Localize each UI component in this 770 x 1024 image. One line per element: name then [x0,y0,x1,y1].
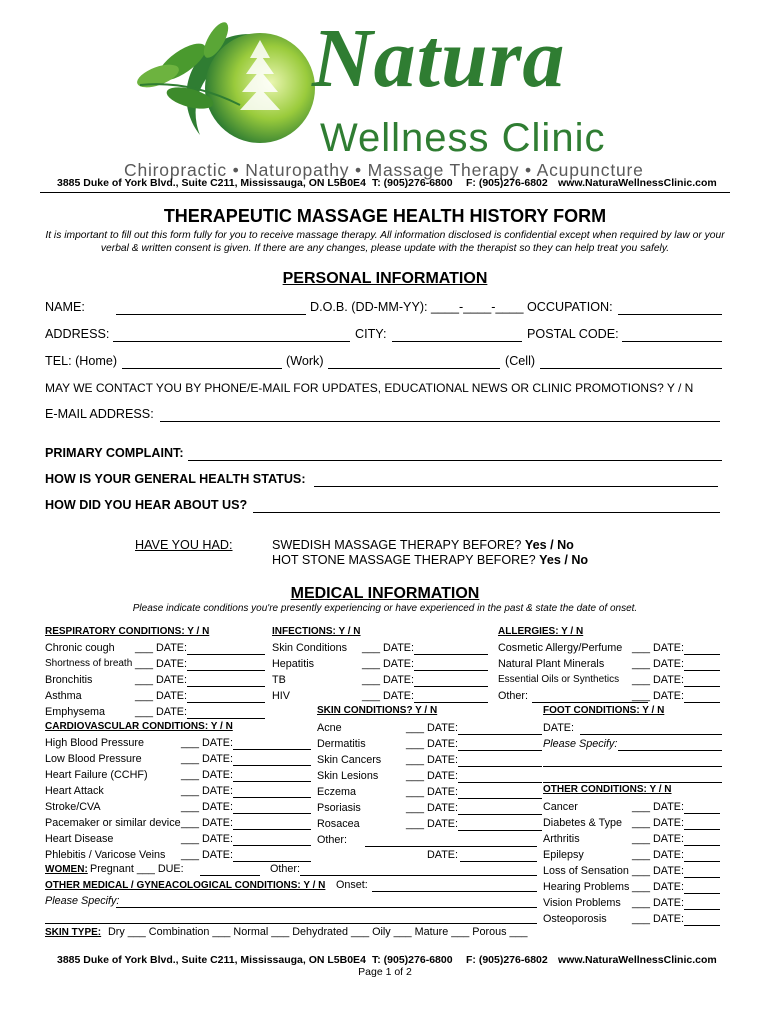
dob-label[interactable]: D.O.B. (DD-MM-YY): ____-____-____ [310,300,524,314]
tel-work-label: (Work) [286,354,324,368]
other-2-date-field[interactable] [684,845,720,846]
footer-tel: T: (905)276-6800 [372,954,453,966]
allergy-3-date-field[interactable] [684,702,720,703]
name-label: NAME: [45,300,85,314]
other-0-date-field[interactable] [684,813,720,814]
cardio-2-date-field[interactable] [233,781,311,782]
gyn-specify-label: Please Specify: [45,895,120,907]
swedish-question: SWEDISH MASSAGE THERAPY BEFORE? Yes / No [272,538,574,552]
medical-info-heading: MEDICAL INFORMATION [290,585,480,602]
referral-label: HOW DID YOU HEAR ABOUT US? [45,498,248,512]
foot-date-field[interactable] [580,734,722,735]
form-title: THERAPEUTIC MASSAGE HEALTH HISTORY FORM [163,206,607,226]
allergy-2-date-label: ___ DATE: [632,674,685,686]
general-health-label: HOW IS YOUR GENERAL HEALTH STATUS: [45,472,306,486]
allergy-3-date-label: ___ DATE: [632,690,685,702]
cardio-5-date-field[interactable] [233,829,311,830]
skin-5-date-label: ___ DATE: [406,802,459,814]
cardio-7-date-field[interactable] [233,861,311,862]
respiratory-4-date-field[interactable] [187,718,265,719]
due-date-field[interactable] [200,875,260,876]
infection-item: HIV [272,690,290,702]
onset-label: Onset: [336,879,368,891]
skin-condition-item: Other: [317,834,348,846]
respiratory-1-date-field[interactable] [187,670,265,671]
other-condition-item: Hearing Problems [543,881,630,893]
skin-6-date-label: ___ DATE: [406,818,459,830]
other-5-date-field[interactable] [684,893,720,894]
other-2-date-label: ___ DATE: [632,833,685,845]
infection-1-date-field[interactable] [414,670,488,671]
infection-item: Skin Conditions [272,642,348,654]
allergy-1-date-label: ___ DATE: [632,658,685,670]
skin-condition-item: Psoriasis [317,802,361,814]
cardiovascular-heading: CARDIOVASCULAR CONDITIONS: Y / N [45,721,233,732]
infection-item: TB [272,674,286,686]
infection-2-date-field[interactable] [414,686,488,687]
respiratory-4-date-label: ___ DATE: [135,706,188,718]
respiratory-3-date-field[interactable] [187,702,265,703]
infection-0-date-field[interactable] [414,654,488,655]
skin-2-date-field[interactable] [458,766,542,767]
respiratory-2-date-label: ___ DATE: [135,674,188,686]
respiratory-0-date-field[interactable] [187,654,265,655]
allergy-2-date-field[interactable] [684,686,720,687]
skin-condition-item: Dermatitis [317,738,366,750]
cardio-4-date-field[interactable] [233,813,311,814]
skin-condition-item: Skin Lesions [317,770,379,782]
skin-3-date-label: ___ DATE: [406,770,459,782]
other-3-date-label: ___ DATE: [632,849,685,861]
page-number: Page 1 of 2 [358,966,412,978]
respiratory-0-date-label: ___ DATE: [135,642,188,654]
respiratory-item: Chronic cough [45,642,115,654]
skin-1-date-label: ___ DATE: [406,738,459,750]
other-4-date-field[interactable] [684,877,720,878]
other-condition-item: Epilepsy [543,849,584,861]
tel-home-label: TEL: (Home) [45,354,118,368]
skin-condition-item: Skin Cancers [317,754,382,766]
primary-complaint-field[interactable] [188,460,722,461]
allergy-item: Other: [498,690,529,702]
respiratory-2-date-field[interactable] [187,686,265,687]
header-website[interactable]: www.NaturaWellnessClinic.com [558,177,717,189]
city-label: CITY: [355,327,387,341]
allergy-1-date-field[interactable] [684,670,720,671]
allergy-item: Essential Oils or Synthetics [498,674,620,685]
cardio-item: Stroke/CVA [45,801,101,813]
skin-condition-item: Rosacea [317,818,360,830]
gyn-heading: OTHER MEDICAL / GYNEACOLOGICAL CONDITIONS: Y / N [45,880,326,891]
skin-2-date-label: ___ DATE: [406,754,459,766]
other-7-date-field[interactable] [684,925,720,926]
allergy-0-date-label: ___ DATE: [632,642,685,654]
infection-1-date-label: ___ DATE: [362,658,415,670]
tel-home-field[interactable] [122,368,282,369]
allergy-other-field[interactable] [532,702,648,703]
respiratory-3-date-label: ___ DATE: [135,690,188,702]
general-health-field[interactable] [314,486,718,487]
swedish-yes-no[interactable]: Yes / No [524,538,574,552]
infection-0-date-label: ___ DATE: [362,642,415,654]
personal-info-heading: PERSONAL INFORMATION [282,270,488,287]
city-field[interactable] [392,341,522,342]
allergy-item: Natural Plant Minerals [498,658,605,670]
cardio-item: Heart Disease [45,833,114,845]
cardio-item: Low Blood Pressure [45,753,142,765]
address-field[interactable] [113,341,350,342]
skin-3-date-field[interactable] [458,782,542,783]
other-condition-item: Cancer [543,801,578,813]
women-other-label: Other: [270,863,301,875]
cardio-item: Heart Failure (CCHF) [45,769,148,781]
onset-field[interactable] [372,891,537,892]
infection-item: Hepatitis [272,658,315,670]
cardio-1-date-label: ___ DATE: [181,753,234,765]
header-tel: T: (905)276-6800 [372,177,453,189]
other-6-date-field[interactable] [684,909,720,910]
footer-address: 3885 Duke of York Blvd., Suite C211, Mississauga, ON L5B0E4 [57,954,366,966]
skin-5-date-field[interactable] [458,814,542,815]
infection-3-date-field[interactable] [414,702,488,703]
other-4-date-label: ___ DATE: [632,865,685,877]
skin-type-label: SKIN TYPE: [45,927,102,938]
cardio-item: Pacemaker or similar device [45,817,181,829]
cardio-6-date-label: ___ DATE: [181,833,234,845]
postal-field[interactable] [622,341,722,342]
allergy-item: Cosmetic Allergy/Perfume [498,642,623,654]
medical-info-subtitle: Please indicate conditions you're presently experiencing or have experienced in the past & state the date of onset. [132,603,638,614]
skin-other-field[interactable] [365,846,537,847]
foot-specify-field[interactable] [618,750,722,751]
infection-3-date-label: ___ DATE: [362,690,415,702]
email-label: E-MAIL ADDRESS: [45,407,154,421]
cardio-5-date-label: ___ DATE: [181,817,234,829]
foot-specify-label: Please Specify: [543,738,618,750]
respiratory-heading: RESPIRATORY CONDITIONS: Y / N [45,626,210,637]
leaf-emblem-icon [120,10,320,160]
other-6-date-label: ___ DATE: [632,897,685,909]
services-tagline: Chiropractic • Naturopathy • Massage Therapy • Acupuncture [124,160,644,180]
respiratory-item: Shortness of breath [45,658,133,669]
skin-4-date-label: ___ DATE: [406,786,459,798]
gyn-specify-field[interactable] [116,907,537,908]
primary-complaint-label: PRIMARY COMPLAINT: [45,446,184,460]
skin-6-date-field[interactable] [458,830,542,831]
logo-wordmark: Natura [312,12,566,105]
skin-other-date-field[interactable] [460,861,537,862]
other-conditions-heading: OTHER CONDITIONS: Y / N [543,784,672,795]
foot-date-label: DATE: [543,722,574,734]
other-5-date-label: ___ DATE: [632,881,685,893]
cardio-2-date-label: ___ DATE: [181,769,234,781]
email-field[interactable] [160,421,720,422]
cardio-item: Phlebitis / Varicose Veins [45,849,166,861]
allergies-heading: ALLERGIES: Y / N [498,626,584,637]
cardio-3-date-field[interactable] [233,797,311,798]
other-3-date-field[interactable] [684,861,720,862]
other-condition-item: Diabetes & Type [543,817,623,829]
hotstone-yes-no[interactable]: Yes / No [539,553,589,567]
referral-field[interactable] [253,512,720,513]
address-label: ADDRESS: [45,327,110,341]
clinic-logo [120,10,660,180]
foot-conditions-heading: FOOT CONDITIONS: Y / N [543,705,665,716]
women-other-field[interactable] [300,875,537,876]
cardio-3-date-label: ___ DATE: [181,785,234,797]
cardio-1-date-field[interactable] [233,765,311,766]
skin-4-date-field[interactable] [458,798,542,799]
foot-specify-field-2[interactable] [543,766,722,767]
infection-2-date-label: ___ DATE: [362,674,415,686]
have-you-had-label: HAVE YOU HAD: [135,538,233,552]
skin-type-options[interactable]: Dry ___ Combination ___ Normal ___ Dehydrated ___ Oily ___ Mature ___ Porous ___ [108,926,528,938]
cardio-0-date-label: ___ DATE: [181,737,234,749]
respiratory-item: Emphysema [45,706,106,718]
other-condition-item: Loss of Sensation [543,865,629,877]
skin-other-date-label: DATE: [427,849,458,861]
respiratory-item: Bronchitis [45,674,93,686]
skin-1-date-field[interactable] [458,750,542,751]
cardio-item: Heart Attack [45,785,104,797]
foot-specify-field-3[interactable] [543,782,722,783]
respiratory-item: Asthma [45,690,82,702]
header-divider [40,192,730,193]
occupation-field[interactable] [618,314,722,315]
name-field[interactable] [116,314,306,315]
skin-condition-item: Acne [317,722,342,734]
other-condition-item: Arthritis [543,833,580,845]
women-label: WOMEN: [45,864,88,875]
women-pregnant: Pregnant ___ DUE: [90,863,184,875]
contact-consent-question[interactable]: MAY WE CONTACT YOU BY PHONE/E-MAIL FOR UPDATES, EDUCATIONAL NEWS OR CLINIC PROMOTIONS? Y / N [45,381,694,395]
skin-0-date-field[interactable] [458,734,542,735]
tel-work-field[interactable] [328,368,500,369]
other-0-date-label: ___ DATE: [632,801,685,813]
header-address: 3885 Duke of York Blvd., Suite C211, Mississauga, ON L5B0E4 [57,177,366,189]
respiratory-1-date-label: ___ DATE: [135,658,188,670]
other-condition-item: Osteoporosis [543,913,607,925]
tel-cell-label: (Cell) [505,354,536,368]
other-7-date-label: ___ DATE: [632,913,685,925]
cardio-0-date-field[interactable] [233,749,311,750]
skin-conditions-heading: SKIN CONDITIONS? Y / N [317,705,438,716]
cardio-item: High Blood Pressure [45,737,145,749]
tel-cell-field[interactable] [540,368,722,369]
cardio-6-date-field[interactable] [233,845,311,846]
cardio-4-date-label: ___ DATE: [181,801,234,813]
occupation-label: OCCUPATION: [527,300,613,314]
footer-website[interactable]: www.NaturaWellnessClinic.com [558,954,717,966]
other-condition-item: Vision Problems [543,897,621,909]
other-1-date-label: ___ DATE: [632,817,685,829]
skin-condition-item: Eczema [317,786,357,798]
infections-heading: INFECTIONS: Y / N [272,626,361,637]
logo-subtitle: Wellness Clinic [320,116,606,160]
postal-label: POSTAL CODE: [527,327,619,341]
gyn-specify-field-2[interactable] [45,923,537,924]
footer-fax: F: (905)276-6802 [466,954,548,966]
form-intro: It is important to fill out this form fully for you to receive massage therapy. All information disclosed is confidential except when required by law or your verbal & written consent is given. If there are any changes, please update with the therapist so they can help treat you safely. [45,230,725,254]
allergy-0-date-field[interactable] [684,654,720,655]
cardio-7-date-label: ___ DATE: [181,849,234,861]
other-1-date-field[interactable] [684,829,720,830]
skin-0-date-label: ___ DATE: [406,722,459,734]
hotstone-question: HOT STONE MASSAGE THERAPY BEFORE? Yes / No [272,553,589,567]
header-fax: F: (905)276-6802 [466,177,548,189]
